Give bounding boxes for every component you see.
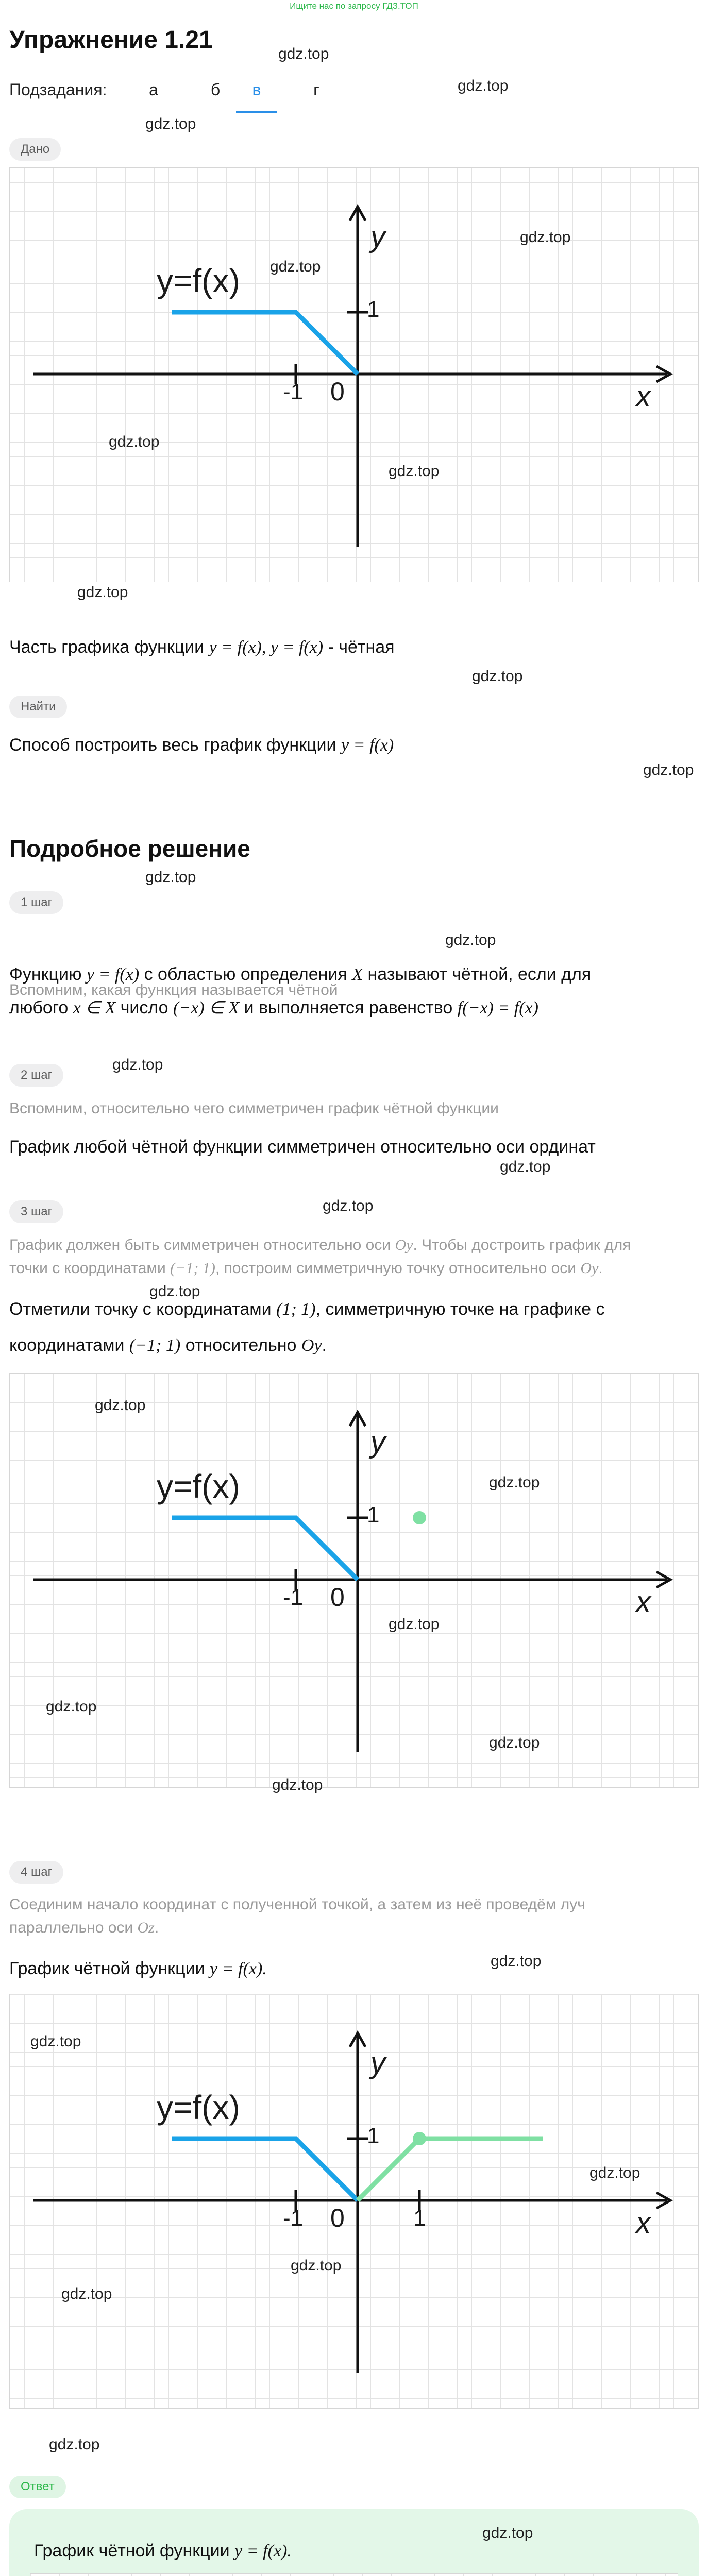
function-label: y=f(x) (157, 1468, 240, 1505)
watermark: gdz.top (445, 931, 496, 948)
watermark: gdz.top (472, 668, 523, 685)
watermark: gdz.top (109, 433, 160, 450)
ad-link[interactable]: Ищите нас по запросу ГДЗ.ТОП (290, 1, 418, 11)
symmetric-graph (358, 2139, 543, 2200)
step-3-graph (9, 1373, 699, 1788)
step-4-badge: 4 шаг (9, 1861, 63, 1884)
watermark: gdz.top (491, 1953, 542, 1970)
watermark: gdz.top (389, 463, 440, 480)
find-text: Способ построить весь график функции y = f(x) (9, 735, 394, 755)
step-4-text: График чётной функции y = f(x). (9, 1959, 267, 1978)
answer-box (9, 2509, 699, 2576)
watermark: gdz.top (389, 1616, 440, 1633)
watermark: gdz.top (489, 1734, 540, 1751)
function-label: y=f(x) (157, 2089, 240, 2126)
step-1-badge: 1 шаг (9, 891, 63, 914)
answer-badge: Ответ (9, 2476, 66, 2498)
x-axis-label: x (636, 1585, 651, 1619)
given-badge: Дано (9, 138, 61, 161)
watermark: gdz.top (643, 761, 694, 778)
y-axis-label: y (370, 220, 385, 253)
origin-label: 0 (330, 2204, 345, 2232)
watermark: gdz.top (323, 1197, 374, 1214)
step-4-hint-line1: Соединим начало координат с полученной точкой, а затем из неё проведём луч (9, 1896, 585, 1913)
function-graph (172, 312, 358, 374)
step-4-graph (9, 1994, 699, 2409)
origin-label: 0 (330, 1583, 345, 1612)
watermark: gdz.top (482, 2524, 533, 2541)
tab-v[interactable]: в (236, 80, 277, 113)
watermark: gdz.top (95, 1397, 146, 1414)
tick-label-minus-1: -1 (283, 2206, 304, 2231)
watermark: gdz.top (278, 45, 329, 62)
step-4-hint-line2: параллельно оси Oz. (9, 1919, 159, 1936)
watermark: gdz.top (145, 115, 196, 132)
page-title: Упражнение 1.21 (9, 26, 213, 54)
symmetric-point (413, 1511, 426, 1524)
watermark: gdz.top (272, 1776, 323, 1793)
x-axis-label: x (636, 380, 651, 413)
tick-label-1: 1 (367, 297, 380, 322)
tab-b[interactable]: б (210, 80, 221, 99)
watermark: gdz.top (145, 869, 196, 886)
tick-label-1: 1 (367, 1502, 380, 1528)
find-badge: Найти (9, 696, 67, 718)
watermark: gdz.top (500, 1158, 551, 1175)
watermark: gdz.top (520, 229, 571, 246)
step-3-hint-line2: точки с координатами (−1; 1), построим симметричную точку относительно оси Oy. (9, 1260, 603, 1277)
answer-text: График чётной функции y = f(x). (34, 2541, 292, 2561)
watermark: gdz.top (589, 2164, 640, 2181)
step-2-text: График любой чётной функции симметричен относительно оси ординат (9, 1137, 596, 1157)
watermark: gdz.top (458, 77, 509, 94)
watermark: gdz.top (49, 2436, 100, 2453)
given-graph (9, 167, 699, 582)
y-axis-label: y (370, 1426, 385, 1459)
detailed-solution-title: Подробное решение (9, 835, 250, 862)
step-2-hint: Вспомним, относительно чего симметричен график чётной функции (9, 1100, 499, 1117)
answer-graph (30, 2573, 678, 2576)
watermark: gdz.top (77, 584, 128, 601)
tab-g[interactable]: г (313, 80, 319, 99)
given-text: Часть графика функции y = f(x), y = f(x) - чётная (9, 637, 395, 657)
watermark: gdz.top (46, 1698, 97, 1715)
tick-label-1: 1 (367, 2123, 380, 2148)
step-1-text-line1: Функцию y = f(x) с областью определения X называют чётной, если для (9, 964, 592, 984)
watermark: gdz.top (489, 1474, 540, 1491)
tick-label-1-x: 1 (413, 2206, 426, 2231)
y-axis-label: y (370, 2046, 385, 2080)
function-label: y=f(x) (157, 262, 240, 299)
step-3-text-line2: координатами (−1; 1) относительно Oy. (9, 1335, 327, 1355)
x-axis-label: x (636, 2206, 651, 2240)
tab-a[interactable]: а (149, 80, 158, 99)
step-1-hint: Вспомним, какая функция называется чётной (9, 981, 338, 998)
subtasks-bar (9, 77, 525, 113)
tick-label-minus-1: -1 (283, 379, 304, 404)
step-3-text-line1: Отметили точку с координатами (1; 1), симметричную точке на графике с (9, 1299, 605, 1319)
watermark: gdz.top (270, 258, 321, 275)
step-2-badge: 2 шаг (9, 1064, 63, 1087)
watermark: gdz.top (61, 2285, 112, 2302)
step-3-hint-line1: График должен быть симметричен относительно оси Oy. Чтобы достроить график для (9, 1236, 631, 1253)
origin-label: 0 (330, 377, 345, 406)
watermark: gdz.top (112, 1056, 163, 1073)
subtasks-label: Подзадания: (9, 80, 107, 99)
step-3-badge: 3 шаг (9, 1200, 63, 1223)
watermark: gdz.top (291, 2257, 342, 2274)
step-1-text-line2: любого x ∈ X число (−x) ∈ X и выполняется равенство f(−x) = f(x) (9, 998, 538, 1018)
watermark: gdz.top (149, 1283, 200, 1300)
tick-label-minus-1: -1 (283, 1585, 304, 1610)
watermark: gdz.top (30, 2033, 81, 2050)
